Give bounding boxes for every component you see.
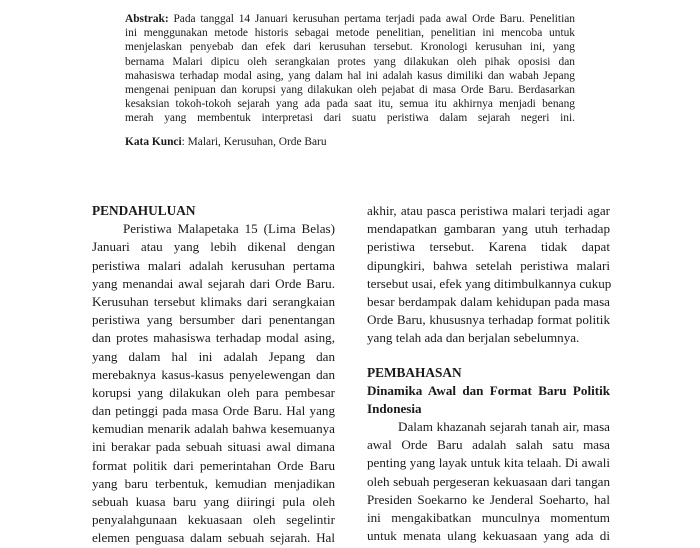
body-line: Dalam khazanah sejarah tanah air, masa	[398, 419, 610, 435]
body-line: Januari atau yang lebih dikenal dengan	[92, 239, 335, 255]
abstract-line: menjelaskan penyebab dan efek dari kerusuhan tersebut. Kronologi kerusuhan ini, yang	[125, 41, 575, 54]
right-column	[367, 202, 610, 545]
body-line: tersebut usai, efek yang ditimbulkannya cukup	[367, 275, 612, 291]
left-column	[92, 202, 335, 548]
body-line: Peristiwa Malapetaka 15 (Lima Belas)	[123, 221, 335, 237]
body-line: elemen penguasa dalam sebuah sejarah. Hal	[92, 530, 335, 546]
body-line: yang menandai awal sejarah dari Orde Baru.	[92, 275, 335, 291]
body-line: Orde Baru, khususnya terhadap format politik	[367, 312, 610, 328]
keywords	[125, 135, 327, 149]
section-heading-pendahuluan: PENDAHULUAN	[92, 203, 196, 218]
body-line: kemudian menarik adalah bahwa kesemuanya	[92, 421, 335, 437]
subsection-heading: Dinamika Awal dan Format Baru Politik	[367, 382, 610, 398]
body-line: sebuah kuasa baru yang diiringi pula oleh	[92, 494, 335, 509]
body-line: yang dalam hal ini adalah Jepang dan	[92, 348, 335, 364]
body-line: korupsi yang dilakukan oleh para pembesar	[92, 384, 335, 400]
body-line: dan petinggi pada masa Orde Baru. Hal yang	[92, 403, 335, 419]
body-line: format politik dari pemerintahan Orde Baru	[92, 457, 335, 473]
body-line: yang telah ada dan berjalan sebelumnya.	[367, 330, 580, 346]
abstract-label: Abstrak:	[125, 13, 169, 25]
keywords-label: Kata Kunci	[125, 136, 182, 148]
body-line: ini berakar pada sebuah situasi awal dimana	[92, 439, 335, 455]
body-line: peristiwa tersebut. Karena tidak dapat	[367, 239, 610, 255]
body-line: penting yang layak untuk kita telaah. Di awali	[367, 455, 610, 471]
abstract-line: mahasiswa terhadap modal asing, yang dalam hal ini adalah kasus dimiliki dan wabah Jepang	[125, 69, 575, 82]
keywords-value: : Malari, Kerusuhan, Orde Baru	[181, 136, 327, 148]
body-line: Presiden Soekarno ke Jenderal Soeharto, hal	[367, 491, 610, 507]
body-line: peristiwa yang bersumber dari penentangan	[92, 312, 335, 328]
abstract-line: merah yang membentuk interpretasi dari suatu peristiwa dalam sejarah negeri ini.	[125, 112, 575, 125]
paragraph-gap	[367, 348, 610, 364]
body-line: awal Orde Baru adalah salah satu masa	[367, 437, 610, 453]
body-line: dipungkiri, bahwa setelah peristiwa malari	[367, 257, 610, 273]
body-line: ini mengakibatkan munculnya momentum	[367, 510, 610, 525]
abstract	[125, 12, 575, 126]
abstract-line: mengenai penipuan dan korupsi yang dilakukan oleh pejabat di masa Orde Baru. Berdasarkan	[125, 83, 575, 96]
abstract-line: kesaksian tokoh-tokoh sejarah yang ada pada saat itu, semua itu akhirnya menjadi benang	[125, 98, 575, 111]
abstract-line: bernama Malari dipicu oleh serangkaian protes yang dilakukan oleh pihak oposisi dan	[125, 55, 575, 68]
abstract-line: ini menggunakan metode historis sebagai metode penelitian, penelitian ini mencoba untuk	[125, 27, 575, 40]
body-line: Kerusuhan tersebut klimaks dari serangkaian	[92, 293, 335, 309]
abstract-line: Abstrak: Pada tanggal 14 Januari kerusuhan pertama terjadi pada awal Orde Baru. Penelitian	[125, 13, 575, 25]
section-heading-pembahasan: PEMBAHASAN	[367, 364, 462, 380]
body-line: besar berdampak dalam kehidupan pada masa	[367, 293, 610, 309]
body-line: akhir, atau pasca peristiwa malari terjadi agar	[367, 203, 610, 218]
body-line: peristiwa malari adalah kerusuhan pertama	[92, 257, 335, 273]
body-line: untuk menata ulang kekuasaan yang ada di	[367, 528, 610, 544]
body-line: yang baru terbentuk, kemudian menjadikan	[92, 475, 335, 491]
body-line: penyalahgunaan kekuasaan oleh segelintir	[92, 512, 335, 528]
subsection-heading: Indonesia	[367, 400, 422, 416]
body-line: dan protes mahasiswa terhadap modal asing,	[92, 330, 335, 346]
body-line: merebaknya kasus-kasus penyelewengan dan	[92, 366, 335, 382]
body-line: mendapatkan gambaran yang utuh terhadap	[367, 221, 610, 237]
body-line: oleh sebuah pergeseran kekuasaan dari tangan	[367, 473, 610, 489]
